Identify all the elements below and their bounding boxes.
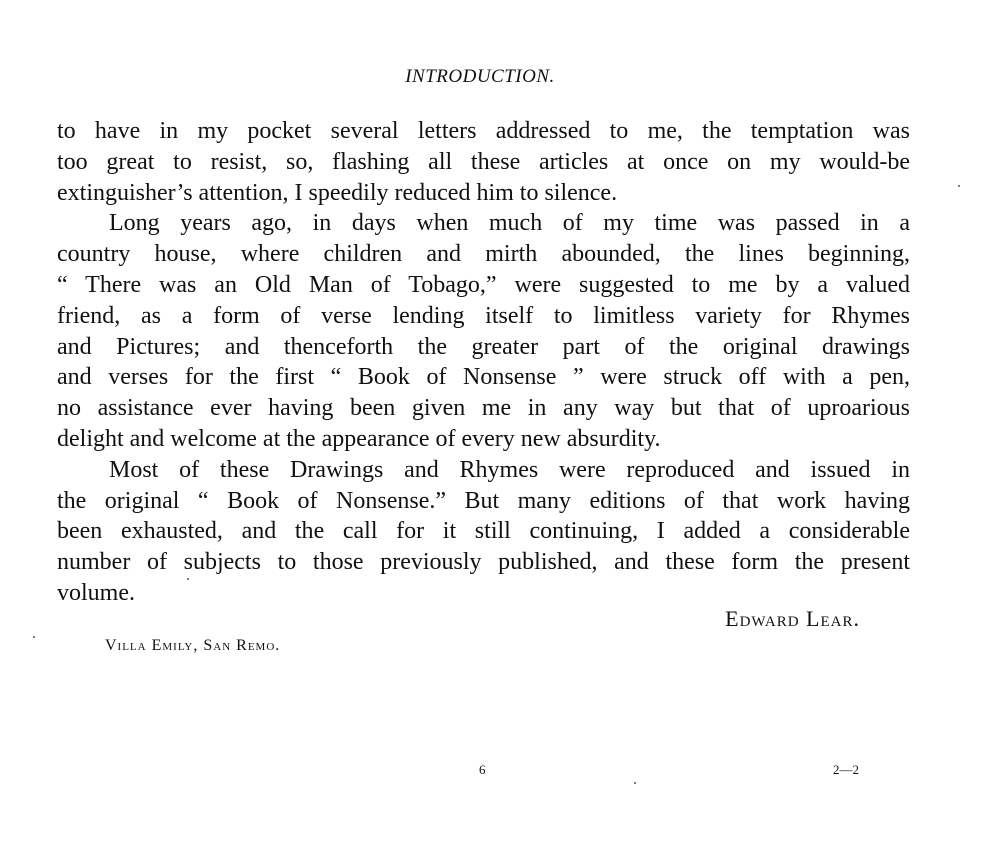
author-signature: Edward Lear.: [725, 606, 860, 631]
text-line: Most of these Drawings and Rhymes were reproduced and issued in: [109, 456, 910, 483]
text-line: country house, where children and mirth abounded, the lines beginning,: [57, 241, 910, 268]
text-line: delight and welcome at the appearance of every new absurdity.: [57, 425, 661, 452]
print-speck: [33, 636, 35, 638]
text-line: and Pictures; and thenceforth the greater part of the original drawings: [57, 333, 910, 360]
text-line: and verses for the first “ Book of Nonsense ” were struck off with a pen,: [57, 364, 910, 391]
text-line: volume.: [57, 579, 135, 606]
running-title: INTRODUCTION.: [405, 66, 555, 87]
print-speck: [958, 185, 960, 187]
text-line: extinguisher’s attention, I speedily reduced him to silence.: [57, 179, 618, 206]
text-line: to have in my pocket several letters addressed to me, the temptation was: [57, 118, 910, 144]
print-speck: [634, 782, 636, 784]
text-line: too great to resist, so, flashing all these articles at once on my would-be: [57, 148, 910, 175]
page-number: 6: [479, 762, 486, 777]
text-line: number of subjects to those previously published, and these form the present: [57, 549, 910, 576]
text-line: no assistance ever having been given me in any way but that of uproarious: [57, 395, 910, 422]
text-line: been exhausted, and the call for it still continuing, I added a considerable: [57, 518, 910, 545]
text-line: Long years ago, in days when much of my time was passed in a: [109, 210, 910, 237]
place-line: Villa Emily, San Remo.: [105, 637, 281, 654]
introduction-text: [57, 116, 910, 609]
text-line: the original “ Book of Nonsense.” But many editions of that work having: [57, 487, 910, 514]
printer-signature-mark: 2—2: [833, 762, 859, 777]
text-line: friend, as a form of verse lending itself to limitless variety for Rhymes: [57, 302, 910, 329]
print-speck: [187, 578, 189, 580]
text-line: “ There was an Old Man of Tobago,” were suggested to me by a valued: [57, 271, 910, 298]
